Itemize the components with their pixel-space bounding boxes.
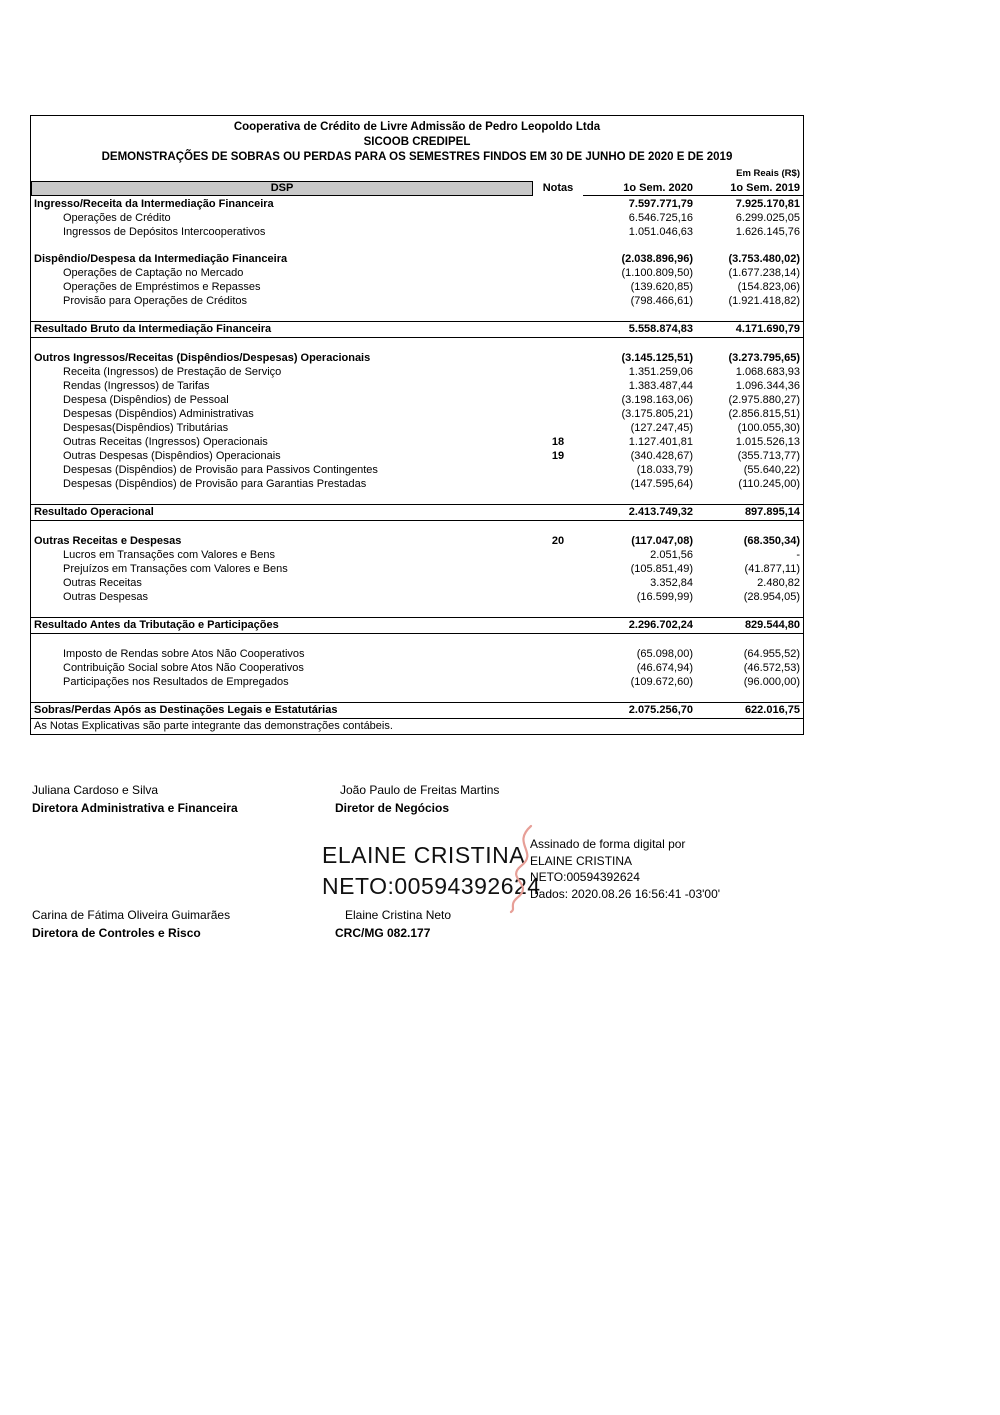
row-nota bbox=[533, 505, 583, 520]
row-value-sem-2019 bbox=[693, 491, 803, 504]
table-row bbox=[31, 661, 803, 675]
row-nota bbox=[533, 618, 583, 633]
row-value-sem-2020: 2.051,56 bbox=[650, 549, 693, 561]
table-row bbox=[31, 534, 803, 548]
table-row bbox=[31, 617, 803, 634]
row-value-sem-2020 bbox=[583, 338, 693, 351]
table-row bbox=[31, 576, 803, 590]
row-value-sem-2020: (3.198.163,06) bbox=[621, 394, 693, 406]
digital-signature-detail-line4: Dados: 2020.08.26 16:56:41 -03'00' bbox=[530, 886, 721, 901]
digital-signature-name-line1: ELAINE CRISTINA bbox=[322, 842, 526, 868]
table-row bbox=[31, 562, 803, 576]
row-value-sem-2019 bbox=[693, 338, 803, 351]
brand-name: SICOOB CREDIPEL bbox=[363, 136, 471, 148]
row-value-sem-2019 bbox=[693, 604, 803, 617]
row-value-sem-2020: (105.851,49) bbox=[630, 563, 693, 575]
table-row bbox=[31, 435, 803, 449]
row-value-sem-2019: (110.245,00) bbox=[738, 478, 800, 490]
table-row bbox=[31, 675, 803, 689]
table-row bbox=[31, 393, 803, 407]
row-label: Sobras/Perdas Após as Destinações Legais e Estatutárias bbox=[34, 704, 338, 716]
row-nota bbox=[533, 322, 583, 337]
row-value-sem-2019: 1.096.344,36 bbox=[735, 380, 800, 392]
row-value-sem-2020: (2.038.896,96) bbox=[621, 253, 693, 265]
statement-table-body bbox=[31, 196, 803, 734]
table-row bbox=[31, 634, 803, 647]
row-value-sem-2020: 2.296.702,24 bbox=[628, 619, 693, 631]
signature-title-4: CRC/MG 082.177 bbox=[335, 926, 431, 940]
row-value-sem-2020: (109.672,60) bbox=[630, 676, 693, 688]
row-label bbox=[31, 689, 533, 702]
row-value-sem-2019: 829.544,80 bbox=[744, 619, 800, 631]
row-nota bbox=[533, 521, 583, 534]
row-nota bbox=[533, 477, 583, 491]
row-value-sem-2019: (41.877,11) bbox=[744, 563, 800, 575]
signature-name-2: João Paulo de Freitas Martins bbox=[340, 783, 500, 797]
row-value-sem-2020: (139.620,85) bbox=[630, 281, 693, 293]
table-row bbox=[31, 647, 803, 661]
row-value-sem-2019: (100.055,30) bbox=[737, 422, 800, 434]
table-row bbox=[31, 407, 803, 421]
row-value-sem-2019 bbox=[693, 239, 803, 252]
row-label: Operações de Crédito bbox=[63, 212, 171, 224]
row-value-sem-2019: (55.640,22) bbox=[743, 464, 800, 476]
row-value-sem-2019: (2.975.880,27) bbox=[728, 394, 800, 406]
row-value-sem-2020 bbox=[583, 719, 693, 734]
row-value-sem-2019 bbox=[693, 719, 803, 734]
row-label: Despesas (Dispêndios) de Provisão para Garantias Prestadas bbox=[63, 478, 367, 490]
row-nota bbox=[533, 421, 583, 435]
table-row bbox=[31, 689, 803, 702]
row-nota: 20 bbox=[551, 535, 565, 547]
table-row bbox=[31, 308, 803, 321]
row-value-sem-2020: (46.674,94) bbox=[636, 662, 693, 674]
currency-note: Em Reais (R$) bbox=[736, 168, 800, 179]
row-value-sem-2019 bbox=[693, 308, 803, 321]
row-label: Participações nos Resultados de Empregados bbox=[63, 676, 289, 688]
row-nota bbox=[533, 548, 583, 562]
row-value-sem-2020: (127.247,45) bbox=[630, 422, 693, 434]
row-nota bbox=[533, 266, 583, 280]
row-value-sem-2020: (3.145.125,51) bbox=[621, 352, 693, 364]
row-value-sem-2020: (16.599,99) bbox=[636, 591, 693, 603]
row-value-sem-2019: 2.480,82 bbox=[757, 577, 800, 589]
row-value-sem-2020: (117.047,08) bbox=[631, 535, 693, 547]
row-label: Despesa (Dispêndios) de Pessoal bbox=[63, 394, 229, 406]
row-nota bbox=[533, 647, 583, 661]
row-label bbox=[31, 604, 533, 617]
row-nota bbox=[533, 252, 583, 266]
row-value-sem-2020: (3.175.805,21) bbox=[621, 408, 693, 420]
row-nota bbox=[533, 703, 583, 718]
row-value-sem-2020: (147.595,64) bbox=[630, 478, 693, 490]
row-value-sem-2019: 1.068.683,93 bbox=[735, 366, 800, 378]
row-label: Imposto de Rendas sobre Atos Não Cooperativos bbox=[63, 648, 305, 660]
digital-signature-detail-line3: NETO:00594392624 bbox=[530, 870, 640, 884]
row-value-sem-2020: 2.075.256,70 bbox=[628, 704, 693, 716]
table-row bbox=[31, 421, 803, 435]
row-value-sem-2020: 2.413.749,32 bbox=[628, 506, 693, 518]
row-label: As Notas Explicativas são parte integrante das demonstrações contábeis. bbox=[34, 720, 393, 732]
row-value-sem-2020: 3.352,84 bbox=[650, 577, 693, 589]
row-value-sem-2020 bbox=[583, 239, 693, 252]
row-nota bbox=[533, 634, 583, 647]
row-label: Outras Despesas (Dispêndios) Operacionais bbox=[63, 450, 281, 462]
table-row bbox=[31, 294, 803, 308]
row-label bbox=[31, 239, 533, 252]
table-row bbox=[31, 702, 803, 719]
row-label: Resultado Operacional bbox=[34, 506, 154, 518]
row-nota bbox=[533, 393, 583, 407]
table-row bbox=[31, 338, 803, 351]
row-label: Operações de Empréstimos e Repasses bbox=[63, 281, 261, 293]
row-value-sem-2020: 1.051.046,63 bbox=[628, 226, 693, 238]
row-value-sem-2020 bbox=[583, 308, 693, 321]
financial-statement bbox=[30, 115, 804, 735]
row-nota: 18 bbox=[551, 436, 565, 448]
row-nota bbox=[533, 604, 583, 617]
signature-name-3: Carina de Fátima Oliveira Guimarães bbox=[32, 908, 231, 922]
row-nota bbox=[533, 280, 583, 294]
row-value-sem-2020: (18.033,79) bbox=[636, 464, 693, 476]
row-value-sem-2019: (68.350,34) bbox=[743, 535, 800, 547]
row-label: Resultado Antes da Tributação e Participações bbox=[34, 619, 279, 631]
row-value-sem-2019: 622.016,75 bbox=[744, 704, 800, 716]
row-value-sem-2020: 1.383.487,44 bbox=[628, 380, 693, 392]
table-row bbox=[31, 477, 803, 491]
row-label bbox=[31, 634, 533, 647]
table-row bbox=[31, 321, 803, 338]
signature-title-1: Diretora Administrativa e Financeira bbox=[32, 801, 238, 815]
table-row bbox=[31, 548, 803, 562]
row-value-sem-2019: 897.895,14 bbox=[744, 506, 800, 518]
row-nota bbox=[533, 225, 583, 239]
table-header-row bbox=[31, 181, 803, 196]
table-row bbox=[31, 197, 803, 211]
signature-name-1: Juliana Cardoso e Silva bbox=[32, 783, 159, 797]
row-value-sem-2020: 5.558.874,83 bbox=[628, 323, 693, 335]
table-row bbox=[31, 225, 803, 239]
row-value-sem-2019: (64.955,52) bbox=[743, 648, 800, 660]
row-nota bbox=[533, 239, 583, 252]
row-value-sem-2019: (28.954,05) bbox=[743, 591, 800, 603]
row-value-sem-2019: (355.713,77) bbox=[737, 450, 800, 462]
row-label: Outras Despesas bbox=[63, 591, 148, 603]
column-header-sem-2019: 1o Sem. 2019 bbox=[693, 181, 803, 196]
row-label: Operações de Captação no Mercado bbox=[63, 267, 244, 279]
row-label: Despesas(Dispêndios) Tributárias bbox=[63, 422, 229, 434]
row-value-sem-2019 bbox=[693, 521, 803, 534]
table-row bbox=[31, 351, 803, 365]
row-value-sem-2020 bbox=[583, 521, 693, 534]
row-label: Ingresso/Receita da Intermediação Financeira bbox=[34, 198, 274, 210]
table-row bbox=[31, 590, 803, 604]
row-label: Provisão para Operações de Créditos bbox=[63, 295, 248, 307]
row-nota bbox=[533, 379, 583, 393]
row-label: Despesas (Dispêndios) de Provisão para Passivos Contingentes bbox=[63, 464, 378, 476]
row-value-sem-2019: (1.677.238,14) bbox=[728, 267, 800, 279]
row-label: Resultado Bruto da Intermediação Financeira bbox=[34, 323, 272, 335]
statement-title: DEMONSTRAÇÕES DE SOBRAS OU PERDAS PARA OS SEMESTRES FINDOS EM 30 DE JUNHO DE 2020 E DE 2019 bbox=[101, 151, 733, 163]
row-value-sem-2020: (1.100.809,50) bbox=[621, 267, 693, 279]
table-row bbox=[31, 604, 803, 617]
row-nota bbox=[533, 197, 583, 211]
row-label: Outras Receitas e Despesas bbox=[34, 535, 182, 547]
statement-title-block bbox=[31, 116, 803, 165]
row-value-sem-2020 bbox=[583, 634, 693, 647]
table-row bbox=[31, 211, 803, 225]
table-row bbox=[31, 379, 803, 393]
row-nota bbox=[533, 351, 583, 365]
row-value-sem-2020 bbox=[583, 491, 693, 504]
table-row bbox=[31, 239, 803, 252]
row-value-sem-2020: (65.098,00) bbox=[636, 648, 693, 660]
row-label: Rendas (Ingressos) de Tarifas bbox=[63, 380, 210, 392]
row-label bbox=[31, 491, 533, 504]
column-header-sem-2020: 1o Sem. 2020 bbox=[583, 181, 693, 196]
table-row bbox=[31, 491, 803, 504]
row-value-sem-2019: (3.273.795,65) bbox=[728, 352, 800, 364]
row-label: Outros Ingressos/Receitas (Dispêndios/Despesas) Operacionais bbox=[34, 352, 371, 364]
row-nota bbox=[533, 719, 583, 734]
row-label bbox=[31, 521, 533, 534]
signature-name-4: Elaine Cristina Neto bbox=[345, 908, 452, 922]
signature-title-2: Diretor de Negócios bbox=[335, 801, 450, 815]
row-label: Lucros em Transações com Valores e Bens bbox=[63, 549, 275, 561]
row-value-sem-2020 bbox=[583, 604, 693, 617]
row-value-sem-2019: 1.626.145,76 bbox=[735, 226, 800, 238]
row-label: Despesas (Dispêndios) Administrativas bbox=[63, 408, 254, 420]
table-row bbox=[31, 504, 803, 521]
signature-title-3: Diretora de Controles e Risco bbox=[32, 926, 201, 940]
row-label: Outras Receitas (Ingressos) Operacionais bbox=[63, 436, 268, 448]
row-value-sem-2019 bbox=[693, 634, 803, 647]
row-value-sem-2019 bbox=[693, 689, 803, 702]
row-label: Dispêndio/Despesa da Intermediação Financeira bbox=[34, 253, 288, 265]
row-label: Receita (Ingressos) de Prestação de Serviço bbox=[63, 366, 282, 378]
row-nota bbox=[533, 576, 583, 590]
row-value-sem-2019: (154.823,06) bbox=[737, 281, 800, 293]
row-value-sem-2019: (46.572,53) bbox=[743, 662, 800, 674]
row-value-sem-2020: (340.428,67) bbox=[630, 450, 693, 462]
row-label bbox=[31, 308, 533, 321]
table-row bbox=[31, 252, 803, 266]
row-value-sem-2019: - bbox=[796, 549, 800, 561]
row-value-sem-2019: (96.000,00) bbox=[743, 676, 800, 688]
row-label: Contribuição Social sobre Atos Não Cooperativos bbox=[63, 662, 304, 674]
row-nota bbox=[533, 689, 583, 702]
row-value-sem-2019: (1.921.418,82) bbox=[728, 295, 800, 307]
column-header-dsp: DSP bbox=[31, 181, 533, 196]
row-nota bbox=[533, 491, 583, 504]
row-value-sem-2019: (2.856.815,51) bbox=[728, 408, 800, 420]
row-value-sem-2019: 6.299.025,05 bbox=[735, 212, 800, 224]
row-label: Prejuízos em Transações com Valores e Bens bbox=[63, 563, 288, 575]
row-nota bbox=[533, 365, 583, 379]
row-value-sem-2020: 7.597.771,79 bbox=[628, 198, 693, 210]
row-label: Outras Receitas bbox=[63, 577, 142, 589]
row-nota bbox=[533, 338, 583, 351]
table-row bbox=[31, 449, 803, 463]
row-value-sem-2020: 1.351.259,06 bbox=[628, 366, 693, 378]
table-row bbox=[31, 463, 803, 477]
row-nota bbox=[533, 308, 583, 321]
row-nota bbox=[533, 463, 583, 477]
table-row bbox=[31, 365, 803, 379]
row-nota bbox=[533, 407, 583, 421]
row-nota bbox=[533, 661, 583, 675]
row-value-sem-2020: (798.466,61) bbox=[630, 295, 693, 307]
row-label: Ingressos de Depósitos Intercooperativos bbox=[63, 226, 266, 238]
row-value-sem-2019: (3.753.480,02) bbox=[728, 253, 800, 265]
row-nota bbox=[533, 211, 583, 225]
row-nota: 19 bbox=[551, 450, 565, 462]
row-nota bbox=[533, 590, 583, 604]
row-value-sem-2019: 7.925.170,81 bbox=[735, 198, 800, 210]
company-name: Cooperativa de Crédito de Livre Admissão de Pedro Leopoldo Ltda bbox=[233, 121, 601, 133]
row-value-sem-2020: 6.546.725,16 bbox=[628, 212, 693, 224]
table-row bbox=[31, 719, 803, 734]
row-nota bbox=[533, 562, 583, 576]
row-label bbox=[31, 338, 533, 351]
row-value-sem-2019: 1.015.526,13 bbox=[735, 436, 800, 448]
row-value-sem-2020 bbox=[583, 689, 693, 702]
digital-signature-detail-line2: ELAINE CRISTINA bbox=[530, 853, 633, 868]
column-header-notas: Notas bbox=[542, 182, 574, 194]
table-row bbox=[31, 521, 803, 534]
row-value-sem-2019: 4.171.690,79 bbox=[735, 323, 800, 335]
row-nota bbox=[533, 294, 583, 308]
table-row bbox=[31, 280, 803, 294]
digital-signature-details bbox=[530, 836, 720, 902]
row-value-sem-2020: 1.127.401,81 bbox=[628, 436, 693, 448]
digital-signature-detail-line1: Assinado de forma digital por bbox=[530, 837, 686, 851]
table-row bbox=[31, 266, 803, 280]
digital-signature-name-line2: NETO:00594392624 bbox=[322, 873, 541, 899]
row-nota bbox=[533, 675, 583, 689]
